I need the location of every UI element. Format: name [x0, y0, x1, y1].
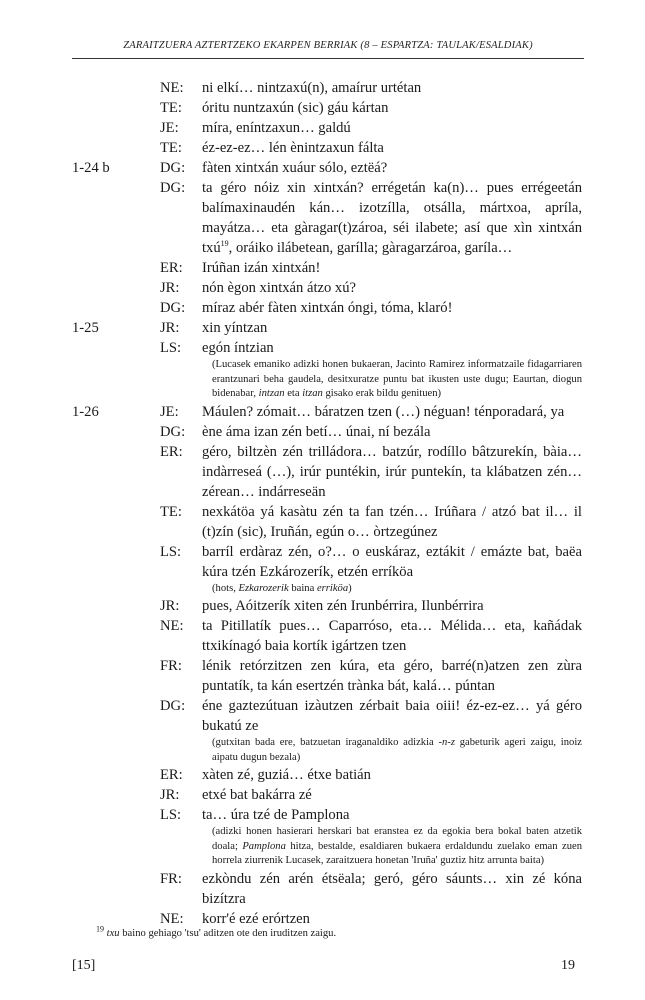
- footnote-term: txu: [106, 928, 120, 939]
- note-text: baina: [288, 582, 317, 594]
- utterance-text-part: éz-ez-ez… lén ènintzaxun fálta: [202, 140, 384, 156]
- utterance-text-part: míraz abér fàten xintxán óngi, tóma, klaró!: [202, 300, 453, 316]
- transcript-row: [0, 869, 645, 909]
- utterance-text-part: lénik retórzitzen zen kúra, eta géro, barré(n)atzen zen zùra puntatík, ta kán esertzén trànka bát, kalá… púntan: [202, 658, 582, 694]
- note-italic-term: Pamplona: [242, 840, 286, 852]
- transcript-row: [0, 656, 645, 696]
- utterance-text: [202, 616, 582, 656]
- utterance-text: [202, 869, 582, 909]
- note-text: (hots,: [212, 582, 239, 594]
- utterance-text-part: míra, eníntzaxun… galdú: [202, 120, 351, 136]
- utterance-text-part: éne gaztezútuan izàutzen zérbait baia oiii! éz-ez-ez… yá géro bukatú ze: [202, 698, 582, 734]
- utterance-text-part: , oráiko ilábetean, garílla; gàragarzároa, garíla…: [228, 240, 513, 256]
- speaker-code: JR:: [160, 787, 180, 803]
- utterance-text: [202, 696, 582, 736]
- reference-number: 1-25: [72, 320, 99, 336]
- note-italic-term: itzan: [302, 388, 323, 399]
- utterance-text-part: ezkòndu zén arén étsëala; geró, géro sáunts… xin zé kóna bizítzra: [202, 870, 582, 907]
- utterance-text-part: ta… úra tzé de Pamplona: [202, 807, 350, 823]
- page-number: 19: [561, 958, 575, 973]
- utterance-text-part: ni elkí… nintzaxú(n), amaírur urtétan: [202, 80, 422, 96]
- speaker-code: ER:: [160, 767, 183, 783]
- utterance-text: [202, 278, 582, 298]
- transcript-row: [0, 78, 645, 98]
- utterance-text: [202, 402, 582, 422]
- speaker-code: TE:: [160, 100, 182, 116]
- speaker-code: ER:: [160, 443, 183, 460]
- utterance-text: [202, 502, 582, 542]
- page-bracket-number: [15]: [72, 958, 96, 973]
- speaker-code: DG:: [160, 180, 186, 196]
- transcript-row: [0, 596, 645, 616]
- utterance-text-part: nexkátöa yá kasàtu zén ta fan tzén… Irúñara / atzó bat il… il (t)zín (sic), Iruñán, egún o… òrtzegúnez: [202, 503, 582, 540]
- speaker-code: NE:: [160, 910, 184, 927]
- speaker-code: JR:: [160, 280, 180, 296]
- utterance-text: [202, 338, 582, 358]
- transcript-row: [0, 542, 645, 582]
- speaker-code: DG:: [160, 300, 186, 316]
- note-text: hitza, bestalde, esaldiaren bukaera erdaldundu zuelako eman zuen horrela ziurrenik Lucasek, zaraitzuera honetan 'Iruña' guztiz hitz arrunta baita): [212, 840, 582, 866]
- transcript-row: [0, 338, 645, 358]
- note-text: (gutxitan bada ere, batzuetan iraganaldiko adizkia: [212, 737, 439, 748]
- transcript-row: [0, 178, 645, 258]
- editorial-note: [212, 358, 582, 402]
- footnote-reference: 19: [220, 239, 229, 249]
- transcript-row: [0, 805, 645, 825]
- speaker-code: LS:: [160, 543, 182, 560]
- utterance-text-part: etxé bat bakárra zé: [202, 787, 312, 803]
- note-text: (Lucasek emaniko adizki honen bukaeran, Jacinto Ramirez informatzaile fidagarriaren erantzunari beha gaudela, desitxuratze puntu bat ikusten uste dugu; Eaurtan, diogun bidenabar,: [212, 359, 582, 399]
- transcript-row: [0, 258, 645, 278]
- utterance-text: [202, 805, 582, 825]
- reference-number: 1-26: [72, 403, 99, 420]
- utterance-text-part: nón ègon xintxán átzo xú?: [202, 280, 357, 296]
- utterance-text: [202, 298, 582, 318]
- speaker-code: NE:: [160, 618, 184, 634]
- transcript-row: [0, 442, 645, 502]
- note-text: eta: [284, 388, 303, 399]
- speaker-code: JE:: [160, 403, 179, 420]
- transcript-row: [0, 138, 645, 158]
- utterance-text: [202, 78, 582, 98]
- utterance-text: [202, 118, 582, 138]
- note-text: (adizki honen hasierari herskari bat eranstea ez da egokia bera bokal baten atzetik doala;: [212, 826, 582, 852]
- utterance-text: [202, 178, 582, 258]
- note-text: gabeturik ageri zaigu, inoiz aipatu dugun bezala): [212, 737, 582, 763]
- transcript-row: [0, 422, 645, 442]
- transcript-row: [0, 118, 645, 138]
- utterance-text-part: pues, Aóitzerík xiten zén Irunbérrira, Ilunbérrira: [202, 598, 484, 614]
- speaker-code: DG:: [160, 698, 186, 714]
- note-italic-term: erriköa: [316, 582, 349, 594]
- speaker-code: ER:: [160, 260, 183, 276]
- utterance-text-part: korr'é ezé erórtzen: [202, 910, 310, 927]
- utterance-text: [202, 765, 582, 785]
- utterance-text: [202, 138, 582, 158]
- utterance-text: [202, 98, 582, 118]
- speaker-code: TE:: [160, 503, 182, 520]
- reference-number: 1-24 b: [72, 160, 110, 176]
- note-text: ): [348, 582, 352, 594]
- editorial-note: [212, 825, 582, 869]
- running-header: ZARAITZUERA AZTERTZEKO EKARPEN BERRIAK (8 – ESPARTZA: TAULAK/ESALDIAK): [123, 40, 533, 51]
- footnote-number: 19: [96, 924, 104, 934]
- speaker-code: DG:: [160, 423, 186, 440]
- speaker-code: LS:: [160, 340, 182, 356]
- note-text: gisako erak bildu genituen): [322, 388, 442, 399]
- utterance-text: [202, 422, 582, 442]
- transcript-row: [0, 785, 645, 805]
- utterance-text-part: xin yíntzan: [202, 320, 268, 336]
- speaker-code: LS:: [160, 807, 182, 823]
- note-italic-term: intzan: [258, 388, 285, 399]
- utterance-text-part: fàten xintxán xuáur sólo, eztëá?: [202, 160, 388, 176]
- transcript-row: [0, 298, 645, 318]
- utterance-text: [202, 442, 582, 502]
- speaker-code: DG:: [160, 160, 186, 176]
- transcript-row: [0, 616, 645, 656]
- note-italic-term: Ezkarozerik: [238, 582, 289, 594]
- utterance-text: [202, 596, 582, 616]
- utterance-text-part: óritu nuntzaxún (sic) gáu kártan: [202, 100, 389, 116]
- footnote-text: baino gehiago 'tsu' aditzen ote den iruditzen zaigu.: [119, 928, 337, 939]
- utterance-text: [202, 318, 582, 338]
- footnote: [96, 924, 576, 939]
- utterance-text: [202, 656, 582, 696]
- editorial-note: [212, 582, 582, 597]
- speaker-code: NE:: [160, 80, 184, 96]
- speaker-code: JE:: [160, 120, 179, 136]
- utterance-text-part: Irúñan izán xintxán!: [202, 260, 321, 276]
- utterance-text-part: egón íntzian: [202, 340, 274, 356]
- transcript-row: [0, 765, 645, 785]
- utterance-text: [202, 158, 582, 178]
- transcript-row: [0, 696, 645, 736]
- header-rule: [72, 58, 584, 59]
- speaker-code: JR:: [160, 320, 180, 336]
- note-italic-term: -n-z: [438, 737, 455, 748]
- utterance-text-part: ta Pitillatík pues… Caparróso, eta… Mélida… eta, kañádak ttxikínagó baia kortík igártzen tzen: [202, 618, 582, 654]
- speaker-code: FR:: [160, 658, 182, 674]
- transcript-row: [0, 502, 645, 542]
- speaker-code: JR:: [160, 598, 180, 614]
- speaker-code: FR:: [160, 870, 182, 887]
- utterance-text-part: ène áma izan zén betí… únai, ní bezála: [202, 423, 431, 440]
- utterance-text-part: Máulen? zómait… báratzen tzen (…) néguan! ténporadará, ya: [202, 403, 565, 420]
- utterance-text-part: géro, biltzèn zén trilládora… batzúr, rodíllo bâtzurekín, bàia… indàrreseá (…), irúr puntékin, irúr puntekín, ta klábatzen zén… zérean… indárreseän: [202, 443, 582, 500]
- utterance-text-part: barríl erdàraz zén, o?… o euskáraz, eztákit / emázte bat, baëa kúra tzén Ezkározerík, etzén erríköa: [202, 543, 582, 580]
- utterance-text: [202, 258, 582, 278]
- utterance-text-part: ta géro nóiz xin xintxán? errégetán ka(n)… pues errégeetán balímaxinaudén kán… izotzílla, otsálla, mártxoa, apríla, mayátza… eta gàragar(t)zároa, séi ilabete; así que xìn xintxán txú: [202, 180, 582, 256]
- utterance-text: [202, 909, 582, 929]
- utterance-text: [202, 785, 582, 805]
- transcript-row: [0, 402, 645, 422]
- transcript: [0, 78, 645, 929]
- transcript-row: [0, 318, 645, 338]
- utterance-text-part: xàten zé, guziá… étxe batián: [202, 767, 371, 783]
- transcript-row: [0, 278, 645, 298]
- speaker-code: TE:: [160, 140, 182, 156]
- utterance-text: [202, 542, 582, 582]
- transcript-row: [0, 158, 645, 178]
- transcript-row: [0, 98, 645, 118]
- editorial-note: [212, 736, 582, 765]
